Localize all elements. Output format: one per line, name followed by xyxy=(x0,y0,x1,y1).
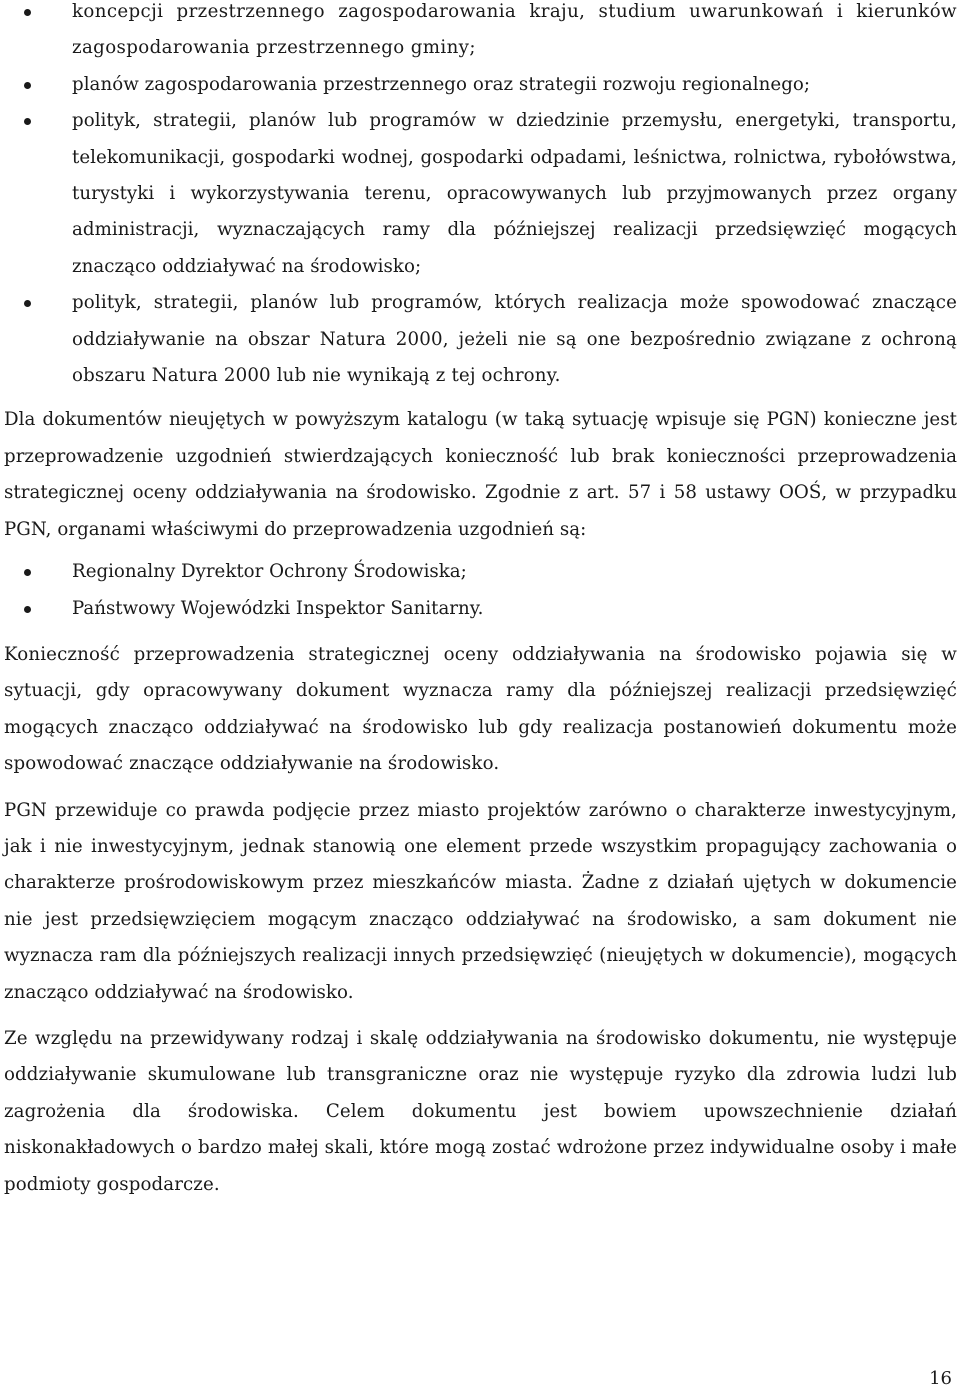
legal-scope-list xyxy=(4,0,957,394)
list-item-text: planów zagospodarowania przestrzennego oraz strategii rozwoju regionalnego; xyxy=(72,73,811,95)
page-number: 16 xyxy=(929,1368,952,1389)
list-item-text: polityk, strategii, planów lub programów w dziedzinie przemysłu, energetyki, transportu, telekomunikacji, gospodarki wodnej, gospodarki odpadami, leśnictwa, rolnictwa, rybołówstwa, turystyki i wykorzystywania terenu, opracowywanych lub przyjmowanych przez organy administracji, wyznaczających ramy dla późniejszej realizacji przedsięwzięć mogących znacząco oddziaływać na środowisko; xyxy=(72,110,957,277)
list-item-text: polityk, strategii, planów lub programów, których realizacja może spowodować znaczące oddziaływanie na obszar Natura 2000, jeżeli nie są one bezpośrednio związane z ochroną obszaru Natura 2000 lub nie wynikają z tej ochrony. xyxy=(72,292,957,387)
paragraph: Dla dokumentów nieujętych w powyższym katalogu (w taką sytuację wpisuje się PGN) konieczne jest przeprowadzenie uzgodnień stwierdzających konieczność lub brak konieczności przeprowadzenia strategicznej oceny oddziaływania na środowisko. Zgodnie z art. 57 i 58 ustawy OOŚ, w przypadku PGN, organami właściwymi do przeprowadzenia uzgodnień są: xyxy=(4,409,957,540)
list-item xyxy=(4,285,957,394)
bullet-icon xyxy=(24,118,31,125)
authorities-list xyxy=(4,554,957,627)
list-item-text: Regionalny Dyrektor Ochrony Środowiska; xyxy=(72,561,467,583)
bullet-icon xyxy=(24,300,31,307)
list-item xyxy=(4,554,957,590)
list-item-text: koncepcji przestrzennego zagospodarowania kraju, studium uwarunkowań i kierunków zagospodarowania przestrzennego gminy; xyxy=(72,1,957,59)
list-item xyxy=(4,591,957,627)
paragraph: Konieczność przeprowadzenia strategicznej oceny oddziaływania na środowisko pojawia się w sytuacji, gdy opracowywany dokument wyznacza ramy dla późniejszej realizacji przedsięwzięć mogących znacząco oddziaływać na środowisko lub gdy realizacja postanowień dokumentu może spowodować znaczące oddziaływanie na środowisko. xyxy=(4,643,957,775)
list-item xyxy=(4,67,957,103)
document-page xyxy=(4,0,957,1203)
bullet-icon xyxy=(24,82,31,89)
paragraph: Ze względu na przewidywany rodzaj i skalę oddziaływania na środowisko dokumentu, nie występuje oddziaływanie skumulowane lub transgraniczne oraz nie występuje ryzyko dla zdrowia ludzi lub zagrożenia dla środowiska. Celem dokumentu jest bowiem upowszechnienie działań niskonakładowych o bardzo małej skali, które mogą zostać wdrożone przez indywidualne osoby i małe podmioty gospodarcze. xyxy=(4,1027,957,1195)
list-item xyxy=(4,103,957,285)
bullet-icon xyxy=(24,9,31,16)
list-item-text: Państwowy Wojewódzki Inspektor Sanitarny. xyxy=(72,597,484,619)
bullet-icon xyxy=(24,606,31,613)
paragraph: PGN przewiduje co prawda podjęcie przez miasto projektów zarówno o charakterze inwestycyjnym, jak i nie inwestycyjnym, jednak stanowią one element przede wszystkim propagujący zachowania o charakterze prośrodowiskowym przez mieszkańców miasta. Żadne z działań ujętych w dokumencie nie jest przedsięwzięciem mogącym znacząco oddziaływać na środowisko, a sam dokument nie wyznacza ram dla późniejszych realizacji innych przedsięwzięć (nieujętych w dokumencie), mogących znacząco oddziaływać na środowisko. xyxy=(4,799,957,1003)
list-item xyxy=(4,0,957,67)
bullet-icon xyxy=(24,569,31,576)
